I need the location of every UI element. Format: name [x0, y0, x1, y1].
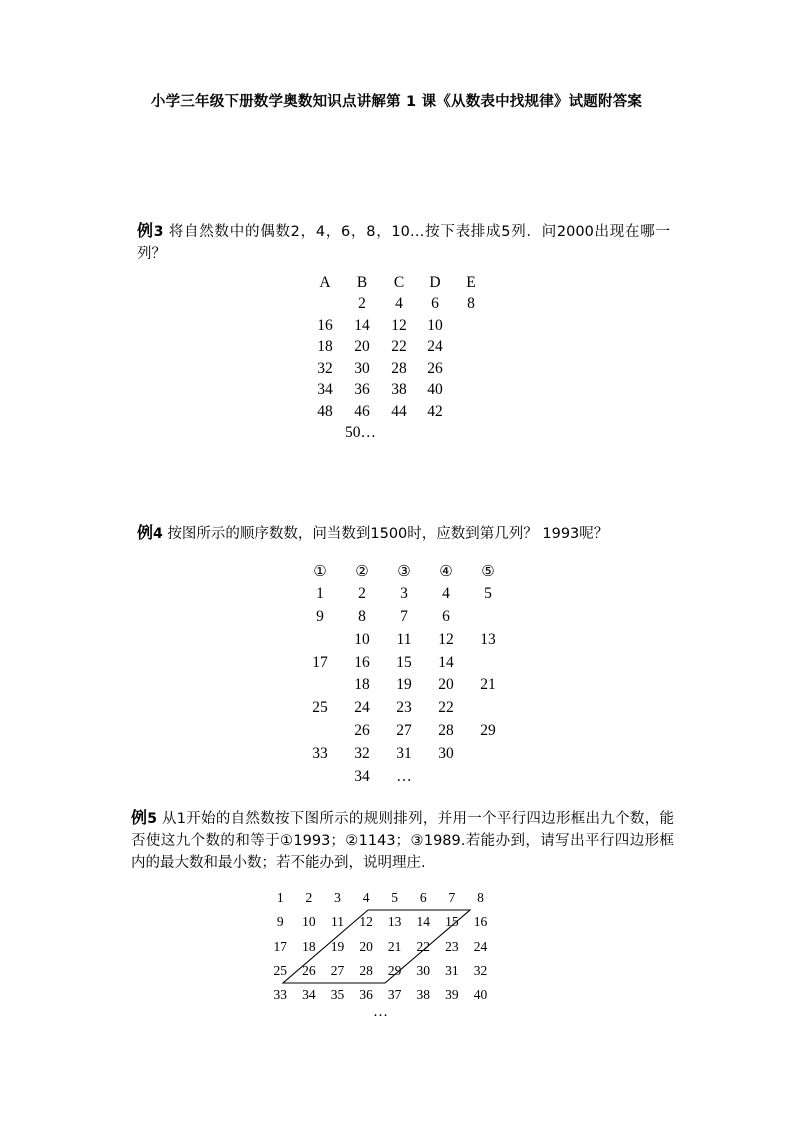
table-row	[299, 697, 509, 720]
cell: 14	[416, 914, 431, 930]
cell: 13	[387, 914, 402, 930]
cell-continuation: 50…	[345, 424, 376, 442]
cell: 17	[312, 653, 328, 671]
cell: 4	[442, 585, 450, 603]
cell: 46	[354, 402, 370, 420]
table-row	[266, 886, 495, 910]
cell: 27	[330, 963, 345, 979]
column-header-circled-2: ②	[355, 562, 369, 581]
cell: 29	[387, 963, 402, 979]
column-header-circled-1: ①	[313, 562, 327, 581]
cell: 9	[276, 914, 284, 930]
table-row	[299, 583, 509, 606]
cell	[467, 651, 509, 674]
cell: 36	[359, 987, 373, 1003]
cell: 16	[317, 316, 333, 334]
cell	[307, 294, 343, 316]
table-row	[307, 380, 489, 402]
cell: 4	[395, 295, 403, 313]
cell: 22	[391, 338, 407, 356]
cell: 3	[400, 585, 408, 603]
cell: 8	[358, 607, 366, 625]
table-row	[299, 674, 509, 697]
cell: 29	[480, 721, 496, 739]
cell	[381, 423, 417, 445]
cell	[307, 423, 343, 445]
table-row	[299, 720, 509, 743]
cell: 8	[477, 890, 484, 906]
cell: 38	[391, 381, 407, 399]
table-row	[307, 337, 489, 359]
cell: 39	[445, 987, 459, 1003]
cell: 10	[354, 630, 370, 648]
table-row	[266, 959, 495, 983]
problem-label-3: 例	[137, 221, 154, 240]
cell: 20	[354, 338, 370, 356]
cell: 37	[387, 987, 402, 1003]
cell: 1	[276, 890, 284, 906]
cell: 24	[473, 938, 488, 954]
cell: 24	[354, 699, 370, 717]
cell	[453, 380, 489, 402]
cell: 11	[330, 914, 344, 930]
table-row	[307, 401, 489, 423]
cell: 3	[334, 890, 341, 906]
page-title: 小学三年级下册数学奥数知识点讲解第 1 课《从数表中找规律》试题附答案	[150, 94, 643, 110]
cell: 35	[330, 987, 345, 1003]
problem-example-3	[137, 219, 670, 265]
cell: 2	[358, 295, 366, 313]
cell: 5	[391, 890, 399, 906]
problem-label-5: 例	[131, 808, 148, 827]
cell	[425, 765, 467, 788]
cell: 40	[473, 987, 488, 1003]
cell: 22	[438, 699, 454, 717]
cell: 27	[396, 721, 412, 739]
cell: 10	[302, 914, 316, 930]
cell: 22	[416, 938, 431, 954]
cell: 19	[396, 676, 412, 694]
table-row	[299, 628, 509, 651]
table-row-header	[307, 272, 489, 294]
cell: 25	[273, 963, 288, 979]
cell: 5	[484, 585, 492, 603]
cell	[467, 697, 509, 720]
cell: 2	[305, 890, 313, 906]
table-row	[266, 935, 495, 959]
problem-label-4: 例	[137, 523, 154, 542]
table-row	[299, 651, 509, 674]
cell: 19	[330, 938, 345, 954]
problem-text-4: 按图所示的顺序数数，问当数到1500时，应数到第几列？ 1993呢？	[167, 526, 609, 542]
cell	[453, 423, 489, 445]
cell: 40	[427, 381, 443, 399]
cell: 31	[445, 963, 459, 979]
cell: 12	[391, 316, 407, 334]
cell	[299, 765, 341, 788]
number-table-example-4	[299, 560, 509, 788]
cell	[299, 720, 341, 743]
table-row	[307, 358, 489, 380]
table-row-header	[299, 560, 509, 583]
cell: 20	[438, 676, 454, 694]
cell	[299, 628, 341, 651]
cell: 10	[427, 316, 443, 334]
table-row	[299, 742, 509, 765]
cell	[299, 674, 341, 697]
column-header-a: A	[319, 273, 331, 291]
grid-continuation-ellipsis: …	[373, 1004, 389, 1020]
cell: 26	[354, 721, 370, 739]
cell-continuation: …	[396, 767, 412, 785]
cell: 16	[473, 914, 488, 930]
cell: 33	[273, 987, 288, 1003]
column-header-c: C	[393, 273, 405, 291]
cell: 11	[396, 630, 412, 648]
cell	[467, 606, 509, 629]
cell	[453, 337, 489, 359]
cell: 31	[396, 744, 412, 762]
cell: 6	[419, 890, 427, 906]
cell: 15	[445, 914, 459, 930]
column-header-circled-4: ④	[439, 562, 453, 581]
cell	[417, 423, 453, 445]
column-header-circled-3: ③	[397, 562, 411, 581]
problem-example-5	[131, 806, 674, 874]
cell: 18	[354, 676, 370, 694]
cell: 26	[427, 359, 443, 377]
problem-number-5: 5	[147, 811, 158, 827]
cell: 12	[359, 914, 373, 930]
problem-example-4	[137, 521, 670, 545]
cell	[453, 358, 489, 380]
cell: 28	[438, 721, 454, 739]
cell: 30	[438, 744, 454, 762]
cell	[467, 742, 509, 765]
cell: 34	[317, 381, 333, 399]
cell	[453, 401, 489, 423]
cell: 7	[448, 890, 456, 906]
cell: 36	[354, 381, 370, 399]
table-row	[299, 765, 509, 788]
cell: 4	[362, 890, 370, 906]
cell: 13	[480, 630, 496, 648]
cell: 32	[354, 744, 370, 762]
cell: 14	[354, 316, 370, 334]
cell: 28	[359, 963, 373, 979]
cell: 24	[427, 338, 443, 356]
cell: 23	[396, 699, 412, 717]
cell: 30	[416, 963, 431, 979]
table-row	[266, 910, 495, 934]
cell: 26	[302, 963, 316, 979]
cell: 33	[312, 744, 328, 762]
cell: 30	[354, 359, 370, 377]
number-table-example-3	[307, 272, 489, 444]
table-row	[299, 606, 509, 629]
cell: 6	[442, 607, 450, 625]
cell: 25	[312, 699, 328, 717]
cell: 15	[396, 653, 412, 671]
cell: 42	[427, 402, 443, 420]
cell: 34	[354, 767, 370, 785]
cell: 28	[391, 359, 407, 377]
cell	[467, 765, 509, 788]
cell: 1	[316, 585, 324, 603]
cell: 14	[438, 653, 454, 671]
cell: 6	[431, 295, 439, 313]
table-row	[307, 315, 489, 337]
cell: 21	[387, 938, 402, 954]
number-grid-figure-example-5	[266, 886, 566, 1021]
column-header-d: D	[429, 273, 441, 291]
problem-number-4: 4	[153, 526, 163, 542]
problem-number-3: 3	[153, 224, 164, 240]
cell: 44	[391, 402, 407, 420]
cell: 12	[438, 630, 454, 648]
table-row	[307, 423, 489, 445]
cell: 2	[358, 585, 366, 603]
cell: 18	[317, 338, 333, 356]
cell: 48	[317, 402, 333, 420]
number-table-example-5	[266, 886, 495, 1007]
table-row	[307, 294, 489, 316]
problem-text-5: 从1开始的自然数按下图所示的规则排列，并用一个平行四边形框出九个数，能否使这九个数的和等于①1993；②1143；③1989.若能办到，请写出平行四边形框内的最大数和最小数；若不能办到，说明理庄.	[131, 811, 674, 872]
cell: 23	[445, 938, 459, 954]
column-header-e: E	[466, 273, 476, 291]
cell	[453, 315, 489, 337]
cell: 32	[317, 359, 333, 377]
problem-text-3: 将自然数中的偶数2，4，6，8，10…按下表排成5列．问2000出现在哪一列？	[137, 224, 670, 263]
cell: 7	[400, 607, 408, 625]
cell: 9	[316, 607, 324, 625]
cell: 34	[302, 987, 316, 1003]
column-header-circled-5: ⑤	[481, 562, 495, 581]
cell: 20	[359, 938, 373, 954]
cell: 8	[467, 295, 475, 313]
cell: 16	[354, 653, 370, 671]
cell: 32	[473, 963, 488, 979]
cell: 21	[480, 676, 496, 694]
cell: 17	[273, 938, 288, 954]
cell: 18	[302, 938, 316, 954]
column-header-b: B	[356, 273, 368, 291]
cell: 38	[416, 987, 431, 1003]
